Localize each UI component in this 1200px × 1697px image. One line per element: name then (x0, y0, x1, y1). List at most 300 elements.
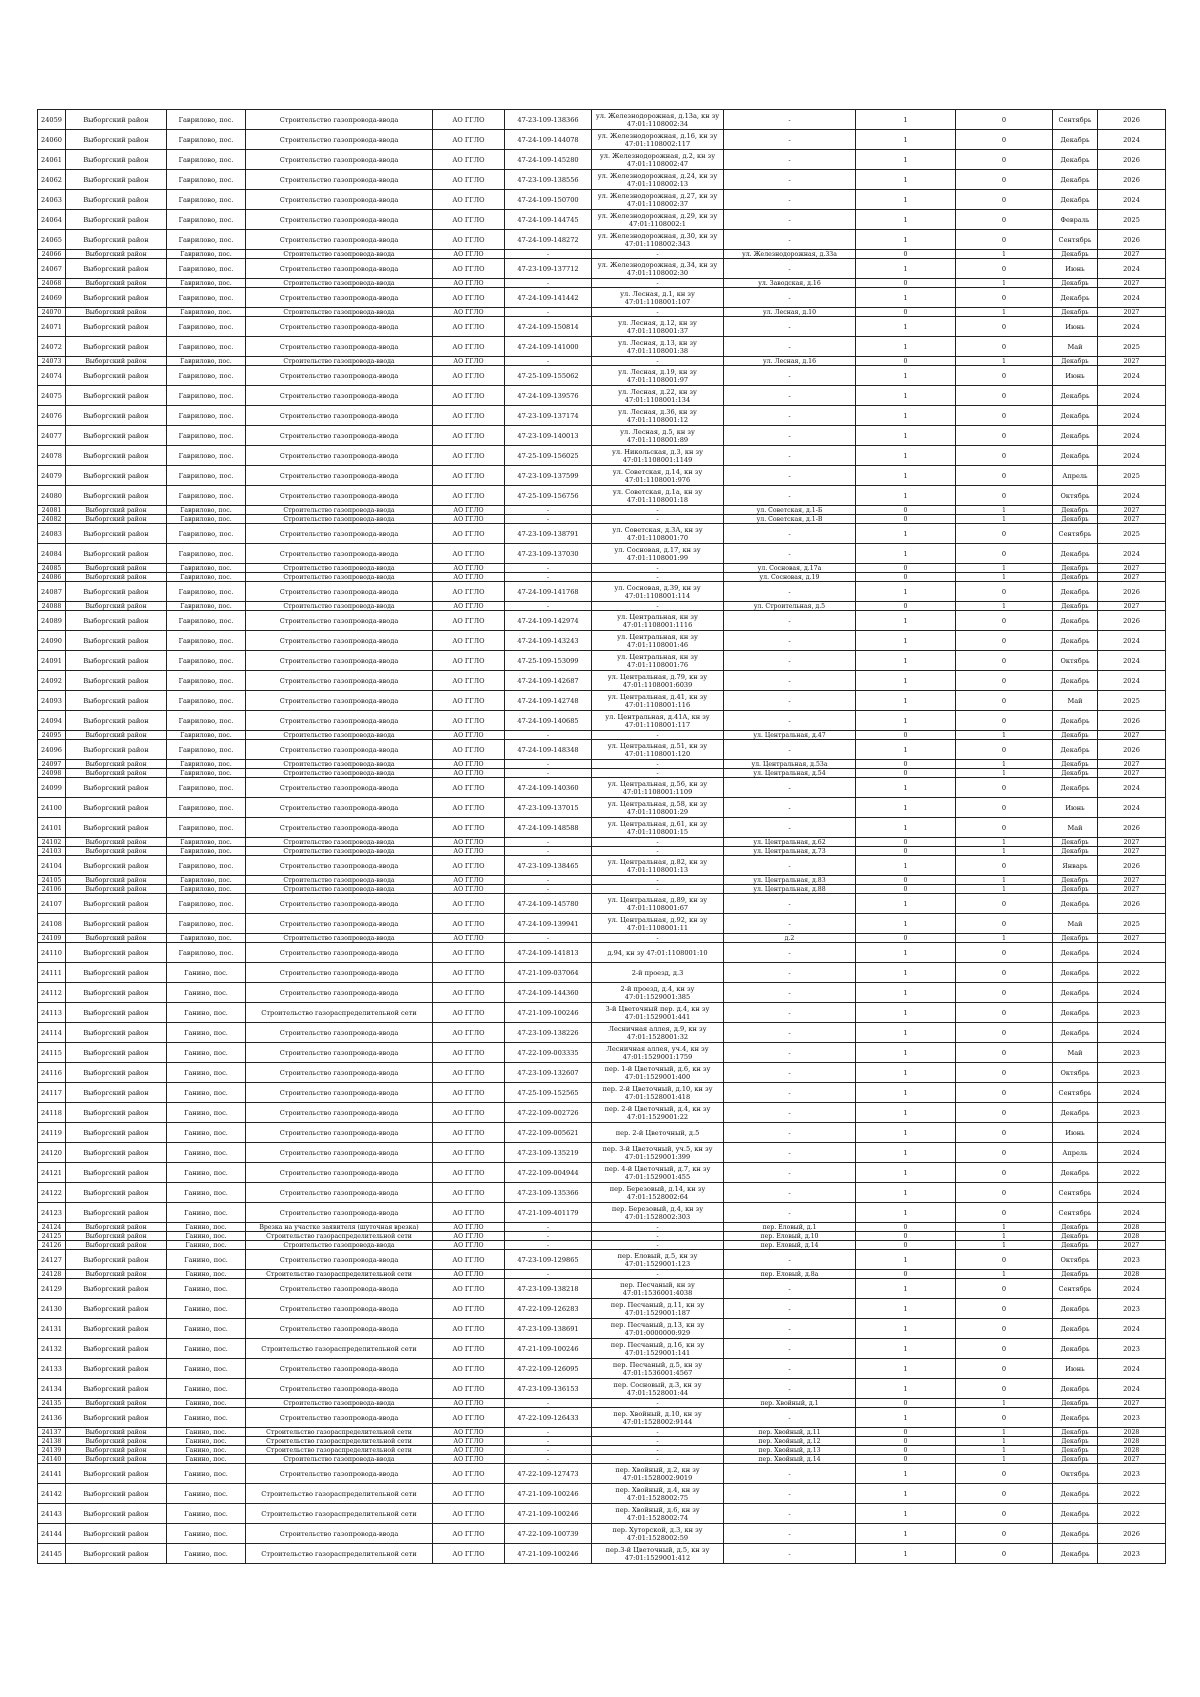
cell-v2: 0 (956, 1379, 1053, 1399)
cell-address: - (592, 564, 724, 573)
cell-address: пер. Песчаный, д.13, кн зу 47:01:0000000:929 (592, 1319, 724, 1339)
cell-v1: 1 (856, 406, 956, 426)
cell-ref: - (505, 885, 592, 894)
cell-id: 24113 (38, 1003, 66, 1023)
cell-address: ул. Железнодорожная, д.24, кн зу 47:01:1108002:13 (592, 170, 724, 190)
cell-year: 2024 (1098, 1279, 1166, 1299)
cell-note: - (724, 1299, 856, 1319)
cell-year: 2023 (1098, 1003, 1166, 1023)
cell-address: ул. Лесная, д.36, кн зу 47:01:1108001:12 (592, 406, 724, 426)
cell-id: 24100 (38, 798, 66, 818)
cell-note: - (724, 150, 856, 170)
cell-settlement: Ганино, пос. (167, 1250, 246, 1270)
cell-district: Выборгский район (66, 406, 167, 426)
cell-note: пер. Еловый, д.8а (724, 1270, 856, 1279)
cell-id: 24136 (38, 1408, 66, 1428)
cell-v1: 1 (856, 1379, 956, 1399)
cell-work: Строительство газопровода-ввода (246, 740, 433, 760)
cell-month: Май (1053, 914, 1098, 934)
table-row (38, 259, 1166, 279)
cell-year: 2027 (1098, 847, 1166, 856)
cell-district: Выборгский район (66, 386, 167, 406)
cell-ref: 47-21-109-100246 (505, 1504, 592, 1524)
cell-ref: 47-24-109-142748 (505, 691, 592, 711)
cell-org: АО ГГЛО (433, 731, 505, 740)
cell-v1: 1 (856, 524, 956, 544)
table-row (38, 506, 1166, 515)
cell-year: 2026 (1098, 170, 1166, 190)
table-row (38, 885, 1166, 894)
cell-v1: 1 (856, 259, 956, 279)
table-row (38, 1319, 1166, 1339)
cell-org: АО ГГЛО (433, 1163, 505, 1183)
cell-year: 2023 (1098, 1103, 1166, 1123)
cell-org: АО ГГЛО (433, 885, 505, 894)
cell-address: - (592, 1455, 724, 1464)
cell-settlement: Гаврилово, пос. (167, 515, 246, 524)
cell-work: Строительство газопровода-ввода (246, 250, 433, 259)
cell-settlement: Гаврилово, пос. (167, 856, 246, 876)
cell-ref: 47-24-109-140685 (505, 711, 592, 731)
cell-note: - (724, 1143, 856, 1163)
cell-work: Строительство газопровода-ввода (246, 1399, 433, 1408)
cell-address: ул. Железнодорожная, д.34, кн зу 47:01:1108002:30 (592, 259, 724, 279)
cell-settlement: Ганино, пос. (167, 1299, 246, 1319)
cell-id: 24084 (38, 544, 66, 564)
cell-org: АО ГГЛО (433, 1043, 505, 1063)
cell-ref: 47-24-109-141000 (505, 337, 592, 357)
cell-work: Строительство газопровода-ввода (246, 1319, 433, 1339)
cell-org: АО ГГЛО (433, 386, 505, 406)
cell-district: Выборгский район (66, 1241, 167, 1250)
cell-v2: 0 (956, 631, 1053, 651)
table-row (38, 524, 1166, 544)
cell-note: - (724, 1319, 856, 1339)
cell-org: АО ГГЛО (433, 611, 505, 631)
cell-ref: - (505, 279, 592, 288)
cell-year: 2025 (1098, 210, 1166, 230)
cell-ref: 47-24-109-139941 (505, 914, 592, 934)
table-row (38, 876, 1166, 885)
cell-district: Выборгский район (66, 524, 167, 544)
cell-month: Декабрь (1053, 740, 1098, 760)
cell-district: Выборгский район (66, 1279, 167, 1299)
cell-v1: 1 (856, 1063, 956, 1083)
cell-v1: 1 (856, 1203, 956, 1223)
cell-id: 24130 (38, 1299, 66, 1319)
cell-work: Строительство газопровода-ввода (246, 983, 433, 1003)
cell-month: Декабрь (1053, 885, 1098, 894)
table-row (38, 1103, 1166, 1123)
cell-work: Строительство газопровода-ввода (246, 876, 433, 885)
cell-month: Декабрь (1053, 150, 1098, 170)
cell-org: АО ГГЛО (433, 1524, 505, 1544)
cell-v1: 0 (856, 1428, 956, 1437)
cell-id: 24088 (38, 602, 66, 611)
cell-v1: 0 (856, 1232, 956, 1241)
cell-v2: 1 (956, 1223, 1053, 1232)
table-body (38, 110, 1166, 1564)
table-row (38, 914, 1166, 934)
cell-settlement: Гаврилово, пос. (167, 838, 246, 847)
cell-id: 24118 (38, 1103, 66, 1123)
table-row (38, 943, 1166, 963)
cell-v1: 1 (856, 1083, 956, 1103)
cell-year: 2022 (1098, 963, 1166, 983)
cell-id: 24107 (38, 894, 66, 914)
cell-settlement: Ганино, пос. (167, 1163, 246, 1183)
cell-ref: - (505, 1270, 592, 1279)
cell-org: АО ГГЛО (433, 544, 505, 564)
cell-v1: 1 (856, 230, 956, 250)
table-row (38, 1123, 1166, 1143)
cell-ref: 47-24-109-144745 (505, 210, 592, 230)
cell-v2: 0 (956, 190, 1053, 210)
cell-v1: 1 (856, 1250, 956, 1270)
cell-year: 2027 (1098, 602, 1166, 611)
cell-year: 2027 (1098, 279, 1166, 288)
cell-month: Май (1053, 691, 1098, 711)
cell-v1: 1 (856, 691, 956, 711)
cell-org: АО ГГЛО (433, 798, 505, 818)
cell-district: Выборгский район (66, 1223, 167, 1232)
cell-id: 24103 (38, 847, 66, 856)
cell-year: 2022 (1098, 1484, 1166, 1504)
cell-ref: 47-24-109-145280 (505, 150, 592, 170)
cell-v2: 0 (956, 170, 1053, 190)
cell-address: - (592, 308, 724, 317)
cell-settlement: Ганино, пос. (167, 1455, 246, 1464)
cell-address: - (592, 1223, 724, 1232)
cell-year: 2027 (1098, 1241, 1166, 1250)
cell-ref: 47-21-109-100246 (505, 1484, 592, 1504)
cell-org: АО ГГЛО (433, 524, 505, 544)
cell-year: 2026 (1098, 711, 1166, 731)
cell-org: АО ГГЛО (433, 515, 505, 524)
cell-year: 2025 (1098, 691, 1166, 711)
table-row (38, 1063, 1166, 1083)
cell-district: Выборгский район (66, 856, 167, 876)
cell-district: Выборгский район (66, 317, 167, 337)
table-row (38, 1544, 1166, 1564)
cell-district: Выборгский район (66, 279, 167, 288)
cell-note: - (724, 406, 856, 426)
cell-org: АО ГГЛО (433, 983, 505, 1003)
cell-org: АО ГГЛО (433, 1183, 505, 1203)
cell-v2: 0 (956, 337, 1053, 357)
cell-month: Декабрь (1053, 1270, 1098, 1279)
cell-v1: 0 (856, 1455, 956, 1464)
cell-district: Выборгский район (66, 876, 167, 885)
cell-note: ул. Центральная, д.54 (724, 769, 856, 778)
cell-note: пер. Хвойный, д.1 (724, 1399, 856, 1408)
cell-settlement: Ганино, пос. (167, 1203, 246, 1223)
cell-id: 24076 (38, 406, 66, 426)
cell-ref: 47-21-109-100246 (505, 1544, 592, 1564)
cell-id: 24093 (38, 691, 66, 711)
cell-note: - (724, 1339, 856, 1359)
cell-settlement: Гаврилово, пос. (167, 914, 246, 934)
cell-year: 2024 (1098, 288, 1166, 308)
cell-org: АО ГГЛО (433, 740, 505, 760)
cell-v2: 0 (956, 943, 1053, 963)
cell-district: Выборгский район (66, 544, 167, 564)
cell-district: Выборгский район (66, 1446, 167, 1455)
cell-ref: - (505, 357, 592, 366)
cell-id: 24114 (38, 1023, 66, 1043)
cell-note: пер. Хвойный, д.14 (724, 1455, 856, 1464)
table-row (38, 856, 1166, 876)
cell-work: Строительство газопровода-ввода (246, 288, 433, 308)
cell-month: Декабрь (1053, 130, 1098, 150)
cell-address: пер. Песчаный, д.5, кн зу 47:01:1536001:4567 (592, 1359, 724, 1379)
cell-address: ул. Железнодорожная, д.27, кн зу 47:01:1108002:37 (592, 190, 724, 210)
cell-ref: 47-23-109-132607 (505, 1063, 592, 1083)
cell-district: Выборгский район (66, 1270, 167, 1279)
cell-month: Июнь (1053, 317, 1098, 337)
cell-v2: 1 (956, 515, 1053, 524)
table-row (38, 1143, 1166, 1163)
cell-ref: 47-24-109-148348 (505, 740, 592, 760)
table-row (38, 1241, 1166, 1250)
cell-year: 2024 (1098, 446, 1166, 466)
cell-org: АО ГГЛО (433, 651, 505, 671)
cell-settlement: Ганино, пос. (167, 1232, 246, 1241)
cell-id: 24144 (38, 1524, 66, 1544)
cell-address: ул. Центральная, д.89, кн зу 47:01:1108001:67 (592, 894, 724, 914)
cell-month: Декабрь (1053, 386, 1098, 406)
cell-address: - (592, 602, 724, 611)
cell-note: - (724, 337, 856, 357)
cell-month: Сентябрь (1053, 1203, 1098, 1223)
cell-address: ул. Железнодорожная, д.2, кн зу 47:01:1108002:47 (592, 150, 724, 170)
table-row (38, 544, 1166, 564)
cell-work: Строительство газопровода-ввода (246, 130, 433, 150)
cell-settlement: Гаврилово, пос. (167, 573, 246, 582)
cell-work: Строительство газопровода-ввода (246, 1203, 433, 1223)
cell-v2: 1 (956, 760, 1053, 769)
cell-v1: 1 (856, 1043, 956, 1063)
cell-month: Декабрь (1053, 778, 1098, 798)
cell-settlement: Ганино, пос. (167, 1484, 246, 1504)
cell-ref: - (505, 564, 592, 573)
cell-district: Выборгский район (66, 582, 167, 602)
cell-settlement: Гаврилово, пос. (167, 651, 246, 671)
cell-month: Декабрь (1053, 1232, 1098, 1241)
cell-address: пер. Песчаный, д.11, кн зу 47:01:1529001:187 (592, 1299, 724, 1319)
cell-v1: 1 (856, 1504, 956, 1524)
cell-v1: 1 (856, 110, 956, 130)
cell-v2: 0 (956, 466, 1053, 486)
cell-note: ул. Советская, д.1-В (724, 515, 856, 524)
cell-ref: 47-24-109-141768 (505, 582, 592, 602)
cell-address: ул. Центральная, д.41, кн зу 47:01:1108001:116 (592, 691, 724, 711)
cell-month: Декабрь (1053, 1241, 1098, 1250)
cell-id: 24074 (38, 366, 66, 386)
cell-note: ул. Центральная, д.83 (724, 876, 856, 885)
cell-month: Декабрь (1053, 838, 1098, 847)
cell-month: Декабрь (1053, 631, 1098, 651)
cell-id: 24065 (38, 230, 66, 250)
table-row (38, 210, 1166, 230)
cell-org: АО ГГЛО (433, 1063, 505, 1083)
cell-settlement: Гаврилово, пос. (167, 170, 246, 190)
table-row (38, 651, 1166, 671)
cell-district: Выборгский район (66, 1250, 167, 1270)
cell-org: АО ГГЛО (433, 711, 505, 731)
cell-org: АО ГГЛО (433, 914, 505, 934)
cell-id: 24135 (38, 1399, 66, 1408)
cell-org: АО ГГЛО (433, 894, 505, 914)
cell-year: 2027 (1098, 876, 1166, 885)
cell-month: Декабрь (1053, 934, 1098, 943)
table-row (38, 1232, 1166, 1241)
table-row (38, 1003, 1166, 1023)
cell-v1: 1 (856, 466, 956, 486)
table-row (38, 731, 1166, 740)
table-row (38, 1250, 1166, 1270)
cell-ref: 47-21-109-401179 (505, 1203, 592, 1223)
cell-id: 24123 (38, 1203, 66, 1223)
cell-work: Строительство газопровода-ввода (246, 1250, 433, 1270)
cell-year: 2023 (1098, 1544, 1166, 1564)
cell-address: пер. Хвойный, д.10, кн зу 47:01:1528002:9144 (592, 1408, 724, 1428)
cell-note: д.2 (724, 934, 856, 943)
cell-id: 24111 (38, 963, 66, 983)
cell-id: 24099 (38, 778, 66, 798)
cell-v2: 0 (956, 386, 1053, 406)
cell-address: пер. Хуторской, д.3, кн зу 47:01:1528002:59 (592, 1524, 724, 1544)
cell-note: пер. Хвойный, д.13 (724, 1446, 856, 1455)
cell-district: Выборгский район (66, 798, 167, 818)
cell-ref: 47-22-109-126433 (505, 1408, 592, 1428)
cell-month: Декабрь (1053, 894, 1098, 914)
cell-org: АО ГГЛО (433, 1379, 505, 1399)
cell-address: ул. Сосновая, д.39, кн зу 47:01:1108001:114 (592, 582, 724, 602)
cell-v1: 1 (856, 943, 956, 963)
cell-id: 24067 (38, 259, 66, 279)
cell-note: - (724, 1203, 856, 1223)
cell-org: АО ГГЛО (433, 818, 505, 838)
cell-work: Строительство газопровода-ввода (246, 1408, 433, 1428)
cell-district: Выборгский район (66, 847, 167, 856)
cell-district: Выборгский район (66, 1103, 167, 1123)
cell-note: - (724, 1123, 856, 1143)
cell-note: - (724, 582, 856, 602)
cell-id: 24142 (38, 1484, 66, 1504)
cell-id: 24128 (38, 1270, 66, 1279)
cell-work: Строительство газопровода-ввода (246, 1163, 433, 1183)
cell-id: 24125 (38, 1232, 66, 1241)
cell-year: 2024 (1098, 1183, 1166, 1203)
cell-note: - (724, 963, 856, 983)
cell-month: Декабрь (1053, 506, 1098, 515)
cell-address: ул. Центральная, кн зу 47:01:1108001:1116 (592, 611, 724, 631)
table-row (38, 1083, 1166, 1103)
cell-v2: 0 (956, 1203, 1053, 1223)
cell-org: АО ГГЛО (433, 1437, 505, 1446)
cell-ref: 47-23-109-129865 (505, 1250, 592, 1270)
cell-ref: 47-22-109-126095 (505, 1359, 592, 1379)
cell-note: - (724, 524, 856, 544)
cell-v1: 0 (856, 573, 956, 582)
cell-v1: 1 (856, 818, 956, 838)
cell-v2: 0 (956, 150, 1053, 170)
cell-year: 2028 (1098, 1446, 1166, 1455)
cell-work: Строительство газопровода-ввода (246, 366, 433, 386)
cell-v2: 0 (956, 1339, 1053, 1359)
cell-work: Строительство газопровода-ввода (246, 1063, 433, 1083)
table-row (38, 337, 1166, 357)
cell-month: Июнь (1053, 798, 1098, 818)
cell-v1: 1 (856, 150, 956, 170)
cell-v1: 1 (856, 1408, 956, 1428)
cell-year: 2024 (1098, 778, 1166, 798)
cell-id: 24073 (38, 357, 66, 366)
cell-note: ул. Сосновая, д.19 (724, 573, 856, 582)
cell-district: Выборгский район (66, 110, 167, 130)
cell-work: Строительство газопровода-ввода (246, 778, 433, 798)
cell-month: Декабрь (1053, 288, 1098, 308)
cell-work: Строительство газораспределительной сети (246, 1544, 433, 1564)
cell-district: Выборгский район (66, 914, 167, 934)
cell-district: Выборгский район (66, 210, 167, 230)
cell-v2: 1 (956, 847, 1053, 856)
cell-v1: 0 (856, 838, 956, 847)
cell-address: ул. Никольская, д.3, кн зу 47:01:1108001:1149 (592, 446, 724, 466)
cell-work: Строительство газопровода-ввода (246, 308, 433, 317)
table-row (38, 1524, 1166, 1544)
cell-year: 2024 (1098, 1359, 1166, 1379)
cell-year: 2024 (1098, 426, 1166, 446)
cell-id: 24092 (38, 671, 66, 691)
cell-work: Строительство газопровода-ввода (246, 1279, 433, 1299)
cell-id: 24101 (38, 818, 66, 838)
cell-org: АО ГГЛО (433, 317, 505, 337)
cell-settlement: Ганино, пос. (167, 1043, 246, 1063)
cell-ref: 47-23-109-137599 (505, 466, 592, 486)
cell-year: 2023 (1098, 1339, 1166, 1359)
cell-v2: 0 (956, 1103, 1053, 1123)
cell-work: Строительство газопровода-ввода (246, 798, 433, 818)
cell-district: Выборгский район (66, 1083, 167, 1103)
cell-year: 2024 (1098, 671, 1166, 691)
cell-address: ул. Центральная, д.82, кн зу 47:01:1108001:13 (592, 856, 724, 876)
cell-ref: 47-23-109-138791 (505, 524, 592, 544)
cell-v1: 1 (856, 798, 956, 818)
cell-v1: 0 (856, 876, 956, 885)
cell-district: Выборгский район (66, 611, 167, 631)
cell-note: - (724, 1408, 856, 1428)
cell-id: 24066 (38, 250, 66, 259)
cell-work: Строительство газопровода-ввода (246, 818, 433, 838)
cell-year: 2024 (1098, 1023, 1166, 1043)
cell-settlement: Ганино, пос. (167, 1399, 246, 1408)
cell-note: ул. Сосновая, д.17а (724, 564, 856, 573)
cell-id: 24083 (38, 524, 66, 544)
cell-note: - (724, 230, 856, 250)
cell-id: 24097 (38, 760, 66, 769)
cell-note: - (724, 740, 856, 760)
cell-v2: 1 (956, 602, 1053, 611)
cell-ref: 47-23-109-137712 (505, 259, 592, 279)
cell-district: Выборгский район (66, 1232, 167, 1241)
cell-id: 24127 (38, 1250, 66, 1270)
cell-note: - (724, 366, 856, 386)
cell-month: Декабрь (1053, 1544, 1098, 1564)
cell-ref: 47-23-109-138226 (505, 1023, 592, 1043)
cell-month: Декабрь (1053, 731, 1098, 740)
